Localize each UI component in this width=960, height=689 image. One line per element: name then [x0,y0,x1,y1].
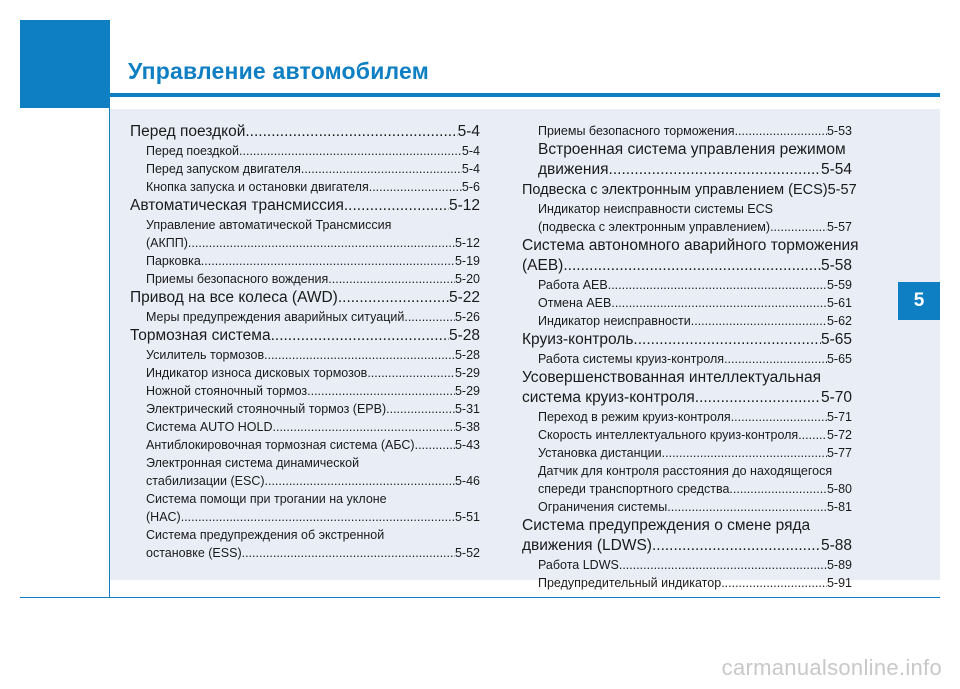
bottom-rule [20,597,940,598]
toc-item[interactable]: Приемы безопасного вождения ..... 5-20 [130,270,480,288]
toc-item[interactable]: Электронная система динамической стабилизации (ESC) ..... 5-46 [130,454,480,490]
toc-item[interactable]: Электрический стояночный тормоз (EPB) ..... 5-31 [130,400,480,418]
toc-item[interactable]: Переход в режим круиз-контроля ..... 5-71 [522,408,852,426]
toc-item[interactable]: Антиблокировочная тормозная система (АБС) ..... 5-43 [130,436,480,454]
toc-item[interactable]: Индикатор неисправности системы ECS (подвеска с электронным управлением) ..... 5-57 [522,200,852,236]
toc-item[interactable]: Управление автоматической Трансмиссия (АКПП) ..... 5-12 [130,216,480,252]
toc-item[interactable]: Система AUTO HOLD ..... 5-38 [130,418,480,436]
toc-item[interactable]: Предупредительный индикатор ..... 5-91 [522,574,852,592]
toc-column-left [130,122,480,562]
toc-section[interactable]: Подвеска с электронным управлением (ECS) 5-57 [522,182,857,198]
toc-section[interactable]: Автоматическая трансмиссия ..... 5-12 [130,196,480,216]
toc-item[interactable]: Перед поездкой ..... 5-4 [130,142,480,160]
toc-section[interactable]: Круиз-контроль ..... 5-65 [522,330,852,350]
toc-section[interactable]: Система предупреждения о смене ряда движения (LDWS) ..... 5-88 [522,516,852,556]
toc-column-right [522,122,859,592]
page-title: Управление автомобилем [128,58,429,84]
toc-item[interactable]: Усилитель тормозов ..... 5-28 [130,346,480,364]
watermark: carmanualsonline.info [721,655,942,680]
toc-item[interactable]: Система предупреждения об экстренной остановке (ESS) ..... 5-52 [130,526,480,562]
toc-item[interactable]: Меры предупреждения аварийных ситуаций ..... 5-26 [130,308,480,326]
toc-section[interactable]: Усовершенствованная интеллектуальная система круиз-контроля ..... 5-70 [522,368,852,408]
toc-item[interactable]: Отмена AEB ..... 5-61 [522,294,852,312]
toc-section[interactable]: Привод на все колеса (AWD) ..... 5-22 [130,288,480,308]
toc-item[interactable]: Ограничения системы ..... 5-81 [522,498,852,516]
toc-item[interactable]: Встроенная система управления режимом движения ..... 5-54 [522,140,852,180]
toc-item[interactable]: Индикатор неисправности ..... 5-62 [522,312,852,330]
toc-section[interactable]: Перед поездкой ..... 5-4 [130,122,480,142]
toc-item[interactable]: Приемы безопасного торможения ..... 5-53 [522,122,852,140]
chapter-tab[interactable]: 5 [898,282,940,320]
chapter-corner-block [20,20,110,108]
toc-item[interactable]: Работа системы круиз-контроля ..... 5-65 [522,350,852,368]
toc-item[interactable]: Индикатор износа дисковых тормозов ..... 5-29 [130,364,480,382]
title-underline [110,93,940,97]
toc-item[interactable]: Датчик для контроля расстояния до находящегося спереди транспортного средства ..... 5-80 [522,462,852,498]
toc-item[interactable]: Установка дистанции ..... 5-77 [522,444,852,462]
toc-section[interactable]: Тормозная система ..... 5-28 [130,326,480,346]
toc-section[interactable]: Система автономного аварийного торможения (AEB) ..... 5-58 [522,236,852,276]
toc-item[interactable]: Система помощи при трогании на уклоне (HAC) ..... 5-51 [130,490,480,526]
toc-item[interactable]: Ножной стояночный тормоз ..... 5-29 [130,382,480,400]
toc-item[interactable]: Перед запуском двигателя ..... 5-4 [130,160,480,178]
toc-item[interactable]: Работа LDWS ..... 5-89 [522,556,852,574]
toc-item[interactable]: Парковка ..... 5-19 [130,252,480,270]
toc-item[interactable]: Кнопка запуска и остановки двигателя ..... 5-6 [130,178,480,196]
toc-item[interactable]: Скорость интеллектуального круиз-контроля ..... 5-72 [522,426,852,444]
toc-item[interactable]: Работа AEB ..... 5-59 [522,276,852,294]
